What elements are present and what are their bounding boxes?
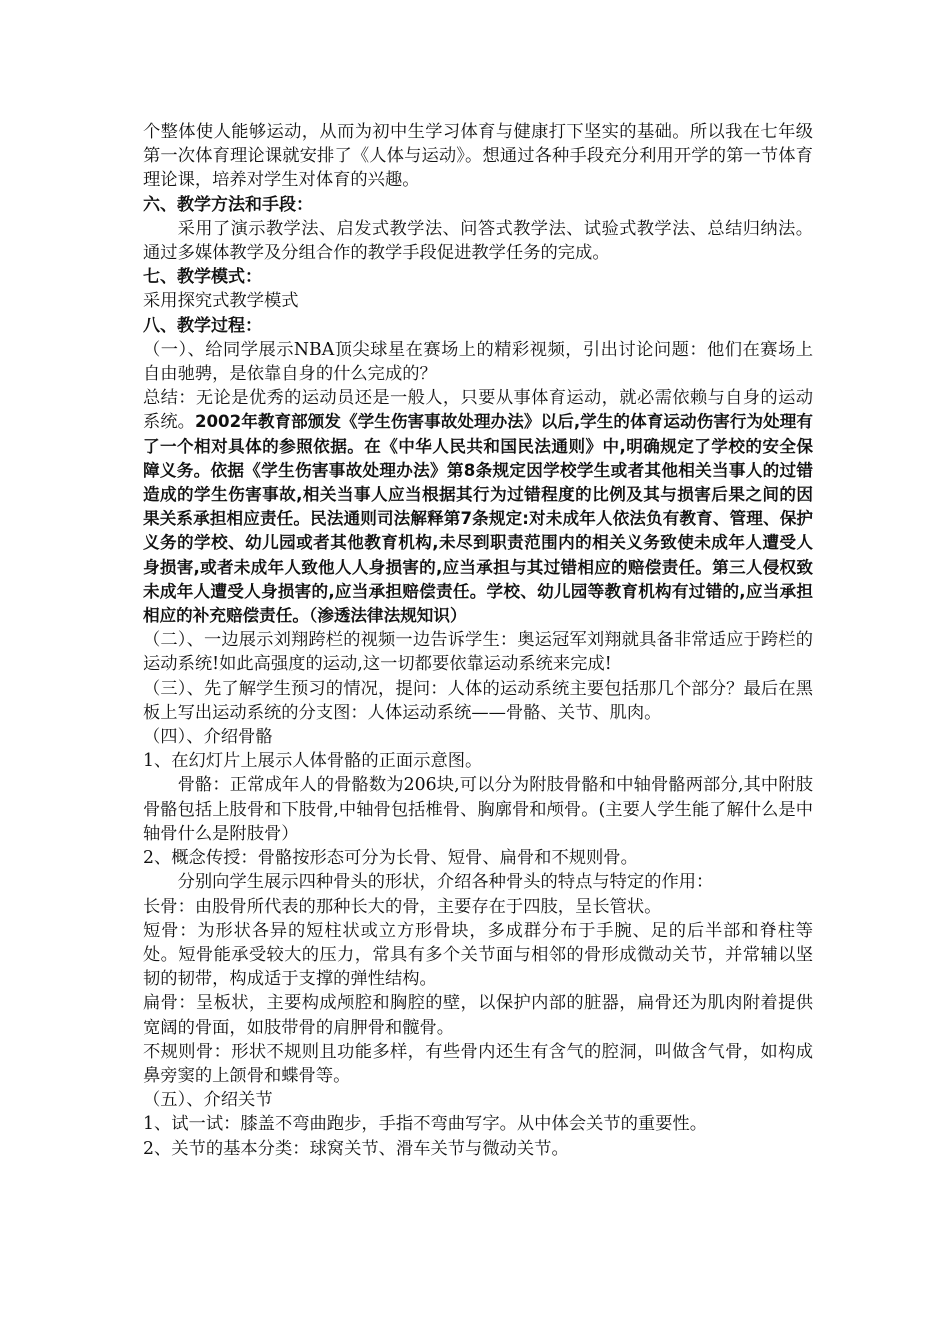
paragraph-summary [143, 386, 813, 628]
paragraph-step-2: （二）、一边展示刘翔跨栏的视频一边告诉学生：奥运冠军刘翔就具备非常适应于跨栏的运动系统!如此高强度的运动,这一切都要依靠运动系统来完成! [143, 630, 813, 675]
paragraph-short-bone: 短骨：为形状各异的短柱状或立方形骨块，多成群分布于手腕、足的后半部和脊柱等处。短骨能承受较大的压力，常具有多个关节面与相邻的骨形成微动关节，并常辅以坚韧的韧带，构成适于支撑的弹性结构。 [143, 920, 813, 990]
subheading-bones: （四）、介绍骨骼 [143, 727, 273, 748]
heading-section-8: 八、教学过程： [143, 315, 262, 336]
list-item-bones-2: 2、概念传授：骨骼按形态可分为长骨、短骨、扁骨和不规则骨。 [143, 848, 638, 869]
paragraph-flat-bone: 扁骨：呈板状，主要构成颅腔和胸腔的壁，以保护内部的脏器，扁骨还为肌肉附着提供宽阔的骨面，如肢带骨的肩胛骨和髋骨。 [143, 993, 813, 1038]
summary-law-text: 2002年教育部颁发《学生伤害事故处理办法》以后,学生的体育运动伤害行为处理有了一个相对具体的参照依据。在《中华人民共和国民法通则》中,明确规定了学校的安全保障义务。依据《学生伤害事故处理办法》第8条规定因学校学生或者其他相关当事人的过错造成的学生伤害事故,相关当事人应当根据其行为过错程度的比例及其与损害后果之间的因果关系承担相应责任。民法通则司法解释第7条规定:对未成年人依法负有教育、管理、保护义务的学校、幼儿园或者其他教育机构,未尽到职责范围内的相关义务致使未成年人遭受人身损害,或者未成年人致他人人身损害的,应当承担与其过错相应的赔偿责任。第三人侵权致未成年人遭受人身损害的,应当承担赔偿责任。学校、幼儿园等教育机构有过错的,应当承担相应的补充赔偿责任。（渗透法律法规知识） [143, 412, 813, 626]
paragraph-intro: 个整体使人能够运动，从而为初中生学习体育与健康打下坚实的基础。所以我在七年级第一次体育理论课就安排了《人体与运动》。想通过各种手段充分利用开学的第一节体育理论课，培养对学生对体育的兴趣。 [143, 122, 813, 191]
summary-text: 总结：无论是优秀的运动员还是一般人，只要从事体育运动，就必需依赖与自身的运动系统。 [143, 388, 813, 433]
list-item-joints-2: 2、关节的基本分类：球窝关节、滑车关节与微动关节。 [143, 1138, 569, 1159]
paragraph-step-1: （一）、给同学展示NBA顶尖球星在赛场上的精彩视频，引出讨论问题：他们在赛场上自由驰骋，是依靠自身的什么完成的？ [143, 339, 813, 385]
list-item-bones-1: 1、在幻灯片上展示人体骨骼的正面示意图。 [143, 751, 483, 772]
paragraph-bone-types: 分别向学生展示四种骨头的形状，介绍各种骨头的特点与特定的作用： [177, 872, 714, 893]
paragraph-step-3: （三）、先了解学生预习的情况，提问：人体的运动系统主要包括那几个部分？最后在黑板上写出运动系统的分支图：人体运动系统——骨骼、关节、肌肉。 [143, 678, 813, 723]
paragraph-long-bone: 长骨：由股骨所代表的那种长大的骨，主要存在于四肢，呈长管状。 [143, 896, 662, 917]
heading-section-6: 六、教学方法和手段： [143, 194, 313, 215]
paragraph-methods: 采用了演示教学法、启发式教学法、问答式教学法、试验式教学法、总结归纳法。通过多媒体教学及分组合作的教学手段促进教学任务的完成。 [143, 218, 813, 264]
heading-section-7: 七、教学模式： [143, 267, 262, 288]
list-item-joints-1: 1、试一试：膝盖不弯曲跑步，手指不弯曲写字。从中体会关节的重要性。 [143, 1114, 707, 1135]
paragraph-irregular-bone: 不规则骨：形状不规则且功能多样，有些骨内还生有含气的腔洞，叫做含气骨，如构成鼻旁窦的上颌骨和蝶骨等。 [143, 1041, 813, 1086]
document-page [143, 120, 813, 1161]
paragraph-skeleton: 骨骼：正常成年人的骨骼数为206块,可以分为附肢骨骼和中轴骨骼两部分,其中附肢骨骼包括上肢骨和下肢骨,中轴骨包括椎骨、胸廓骨和颅骨。(主要人学生能了解什么是中轴骨什么是附肢骨） [143, 775, 813, 844]
subheading-joints: （五）、介绍关节 [143, 1090, 273, 1111]
paragraph-mode: 采用探究式教学模式 [143, 291, 299, 312]
